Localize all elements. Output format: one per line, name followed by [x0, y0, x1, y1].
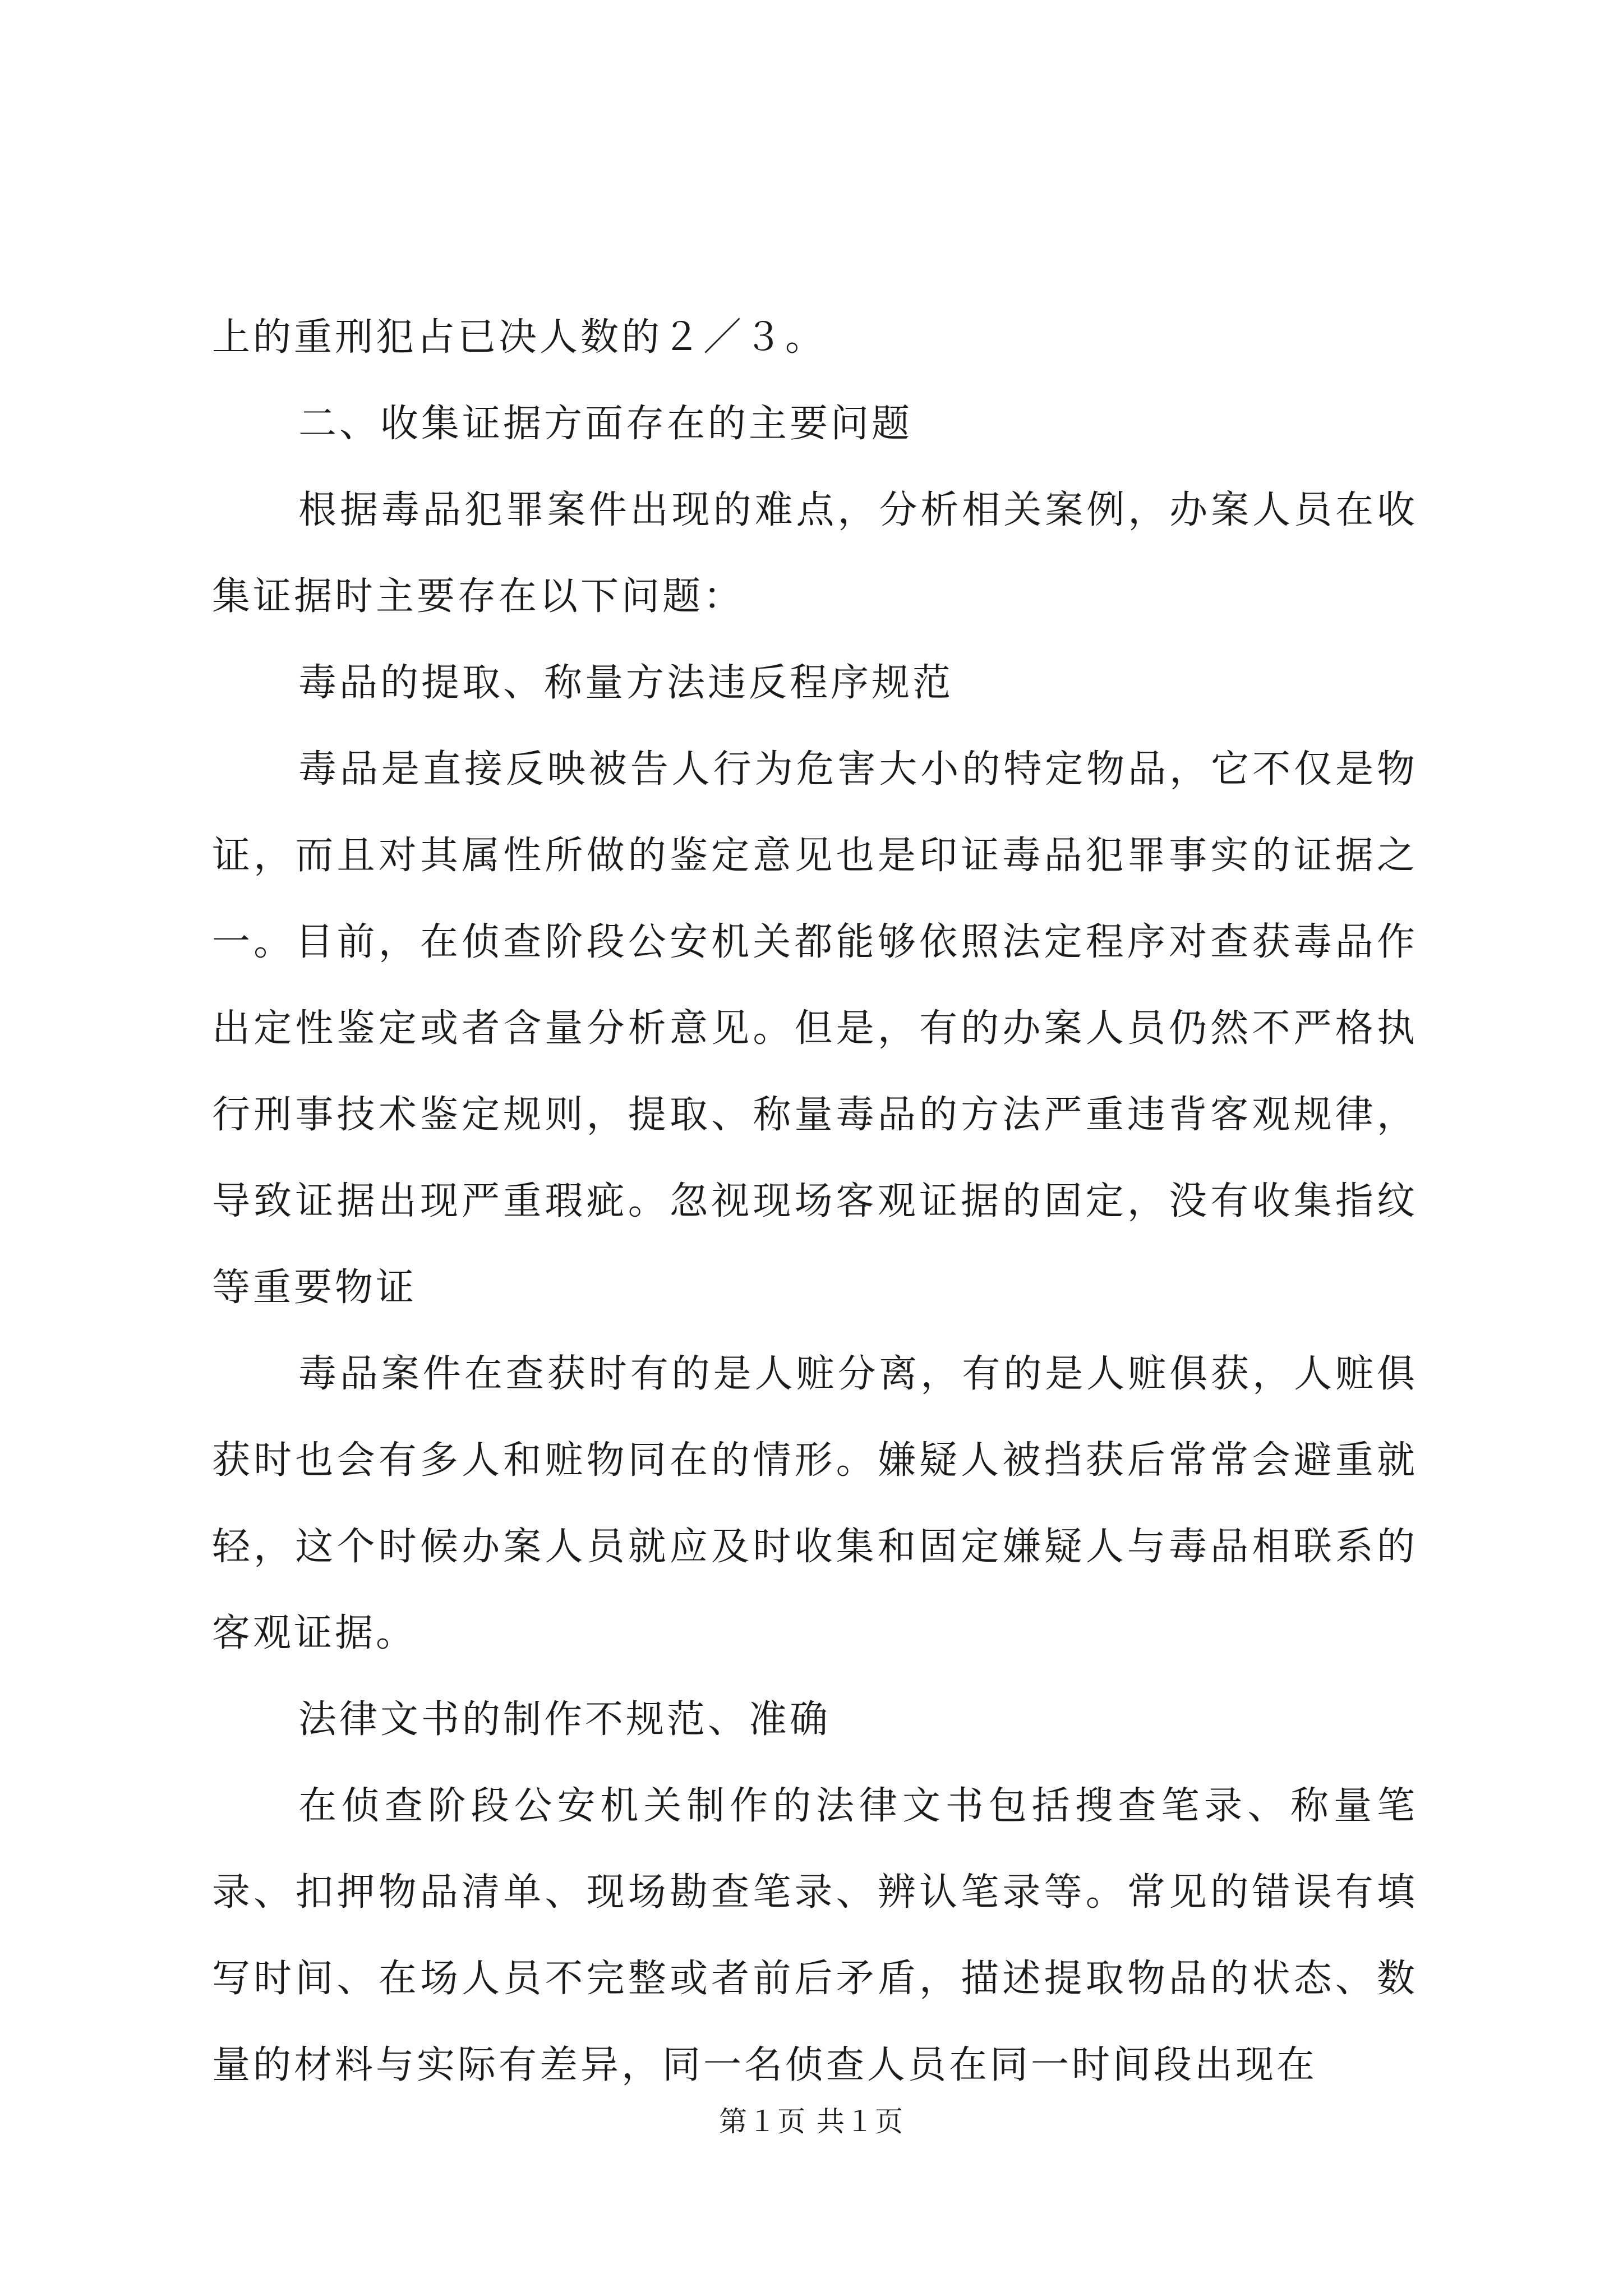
subsection-heading: 毒品的提取、称量方法违反程序规范 — [298, 661, 954, 705]
paragraph: 根据毒品犯罪案件出现的难点，分析相关案例，办案人员在收集证据时主要存在以下问题： — [212, 488, 1418, 619]
paragraph: 上的重刑犯占已决人数的２／３。 — [212, 315, 827, 360]
document-body — [212, 295, 1418, 2109]
page-number-footer: 第１页 共１页 — [719, 2105, 904, 2138]
paragraph: 毒品案件在查获时有的是人赃分离，有的是人赃俱获，人赃俱获时也会有多人和赃物同在的情形。嫌疑人被挡获后常常会避重就轻，这个时候办案人员就应及时收集和固定嫌疑人与毒品相联系的客观证据。 — [212, 1352, 1418, 1655]
subsection-heading: 法律文书的制作不规范、准确 — [298, 1697, 831, 1742]
paragraph: 在侦查阶段公安机关制作的法律文书包括搜查笔录、称量笔录、扣押物品清单、现场勘查笔录、辨认笔录等。常见的错误有填写时间、在场人员不完整或者前后矛盾，描述提取物品的状态、数量的材料与实际有差异，同一名侦查人员在同一时间段出现在 — [212, 1784, 1418, 2087]
paragraph: 毒品是直接反映被告人行为危害大小的特定物品，它不仅是物证，而且对其属性所做的鉴定意见也是印证毒品犯罪事实的证据之一。目前，在侦查阶段公安机关都能够依照法定程序对查获毒品作出定性鉴定或者含量分析意见。但是，有的办案人员仍然不严格执行刑事技术鉴定规则，提取、称量毒品的方法严重违背客观规律，导致证据出现严重瑕疵。忽视现场客观证据的固定，没有收集指纹等重要物证 — [212, 747, 1418, 1310]
section-heading: 二、收集证据方面存在的主要问题 — [298, 402, 913, 446]
